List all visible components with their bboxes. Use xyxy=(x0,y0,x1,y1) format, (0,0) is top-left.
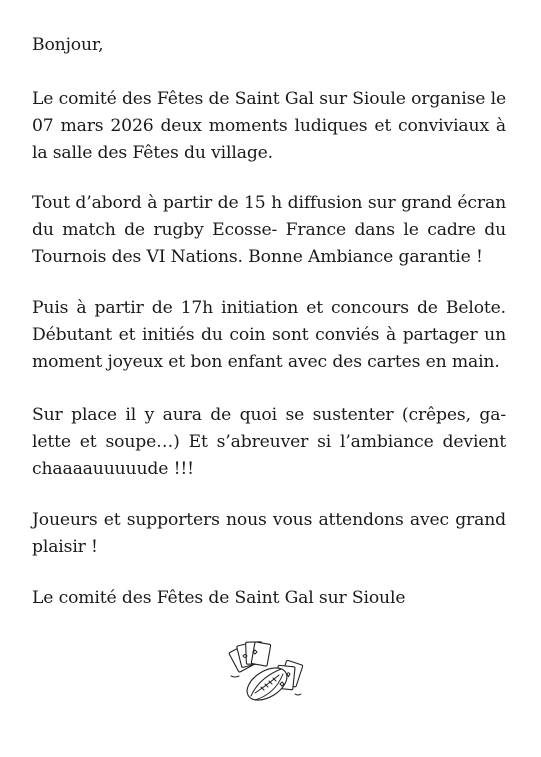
paragraph-line: Tout d’abord à partir de 15 h diffusion sur grand écran xyxy=(32,193,506,213)
paragraph-line: Joueurs et supporters nous vous attendons avec grand xyxy=(32,510,506,530)
paragraph-line: Puis à partir de 17h initiation et concours de Belote. xyxy=(32,298,506,318)
rugby-ball-and-playing-cards-icon xyxy=(225,636,309,708)
paragraph-line: 07 mars 2026 deux moments ludiques et conviviaux à xyxy=(32,116,506,136)
paragraph-line: lette et soupe…) Et s’abreuver si l’ambiance devient xyxy=(32,432,506,452)
paragraph-line: la salle des Fêtes du village. xyxy=(32,143,274,163)
letter-greeting: Bonjour, xyxy=(32,35,104,55)
paragraph-line: moment joyeux et bon enfant avec des cartes en main. xyxy=(32,352,500,372)
paragraph-line: plaisir ! xyxy=(32,537,98,557)
paragraph-line: Tournois des VI Nations. Bonne Ambiance garantie ! xyxy=(32,247,483,267)
paragraph-line: Le comité des Fêtes de Saint Gal sur Sioule organise le xyxy=(32,89,506,109)
paragraph-line: chaaaauuuuude !!! xyxy=(32,459,194,479)
paragraph-line: Sur place il y aura de quoi se sustenter (crêpes, ga- xyxy=(32,405,506,425)
paragraph-line: Débutant et initiés du coin sont conviés à partager un xyxy=(32,325,506,345)
paragraph-line: du match de rugby Ecosse- France dans le cadre du xyxy=(32,220,506,240)
letter-signature: Le comité des Fêtes de Saint Gal sur Sioule xyxy=(32,588,406,608)
